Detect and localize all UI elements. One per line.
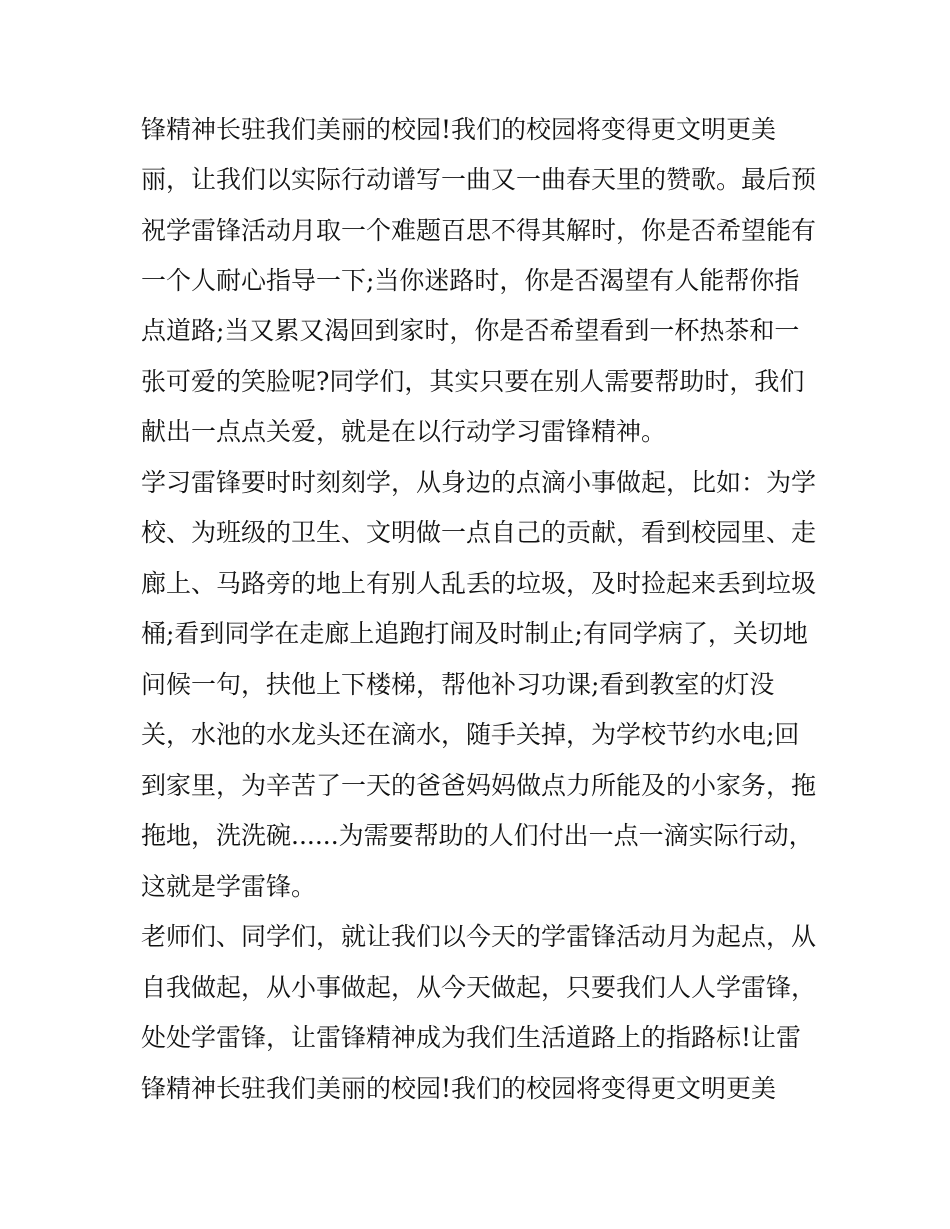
text-line-12: 问候一句，扶他上下楼梯，帮他补习功课;看到教室的灯没 bbox=[141, 670, 775, 699]
text-line-9: 校、为班级的卫生、文明做一点自己的贡献，看到校园里、走 bbox=[141, 518, 817, 547]
text-line-2: 丽，让我们以实际行动谱写一曲又一曲春天里的赞歌。最后预 bbox=[141, 165, 817, 194]
text-line-3: 祝学雷锋活动月取一个难题百思不得其解时，你是否希望能有 bbox=[141, 216, 817, 245]
text-line-15: 拖地，洗洗碗......为需要帮助的人们付出一点一滴实际行动， bbox=[141, 821, 814, 850]
text-line-17: 老师们、同学们，就让我们以今天的学雷锋活动月为起点，从 bbox=[141, 922, 817, 951]
text-line-10: 廊上、马路旁的地上有别人乱丢的垃圾，及时捡起来丢到垃圾 bbox=[141, 569, 817, 598]
text-line-1: 锋精神长驻我们美丽的校园!我们的校园将变得更文明更美 bbox=[141, 115, 777, 144]
text-line-5: 点道路;当又累又渴回到家时，你是否希望看到一杯热茶和一 bbox=[141, 316, 800, 345]
text-line-14: 到家里，为辛苦了一天的爸爸妈妈做点力所能及的小家务，拖 bbox=[141, 771, 817, 800]
text-line-8: 学习雷锋要时时刻刻学，从身边的点滴小事做起，比如：为学 bbox=[141, 468, 817, 497]
text-line-4: 一个人耐心指导一下;当你迷路时，你是否渴望有人能帮你指 bbox=[141, 266, 800, 295]
text-line-18: 自我做起，从小事做起，从今天做起，只要我们人人学雷锋， bbox=[141, 973, 817, 1002]
text-line-20: 锋精神长驻我们美丽的校园!我们的校园将变得更文明更美 bbox=[141, 1074, 777, 1103]
text-line-7: 献出一点点关爱，就是在以行动学习雷锋精神。 bbox=[141, 417, 667, 446]
text-line-19: 处处学雷锋，让雷锋精神成为我们生活道路上的指路标!让雷 bbox=[141, 1023, 802, 1052]
text-line-6: 张可爱的笑脸呢?同学们，其实只要在别人需要帮助时，我们 bbox=[141, 367, 805, 396]
text-line-16: 这就是学雷锋。 bbox=[141, 872, 317, 901]
text-line-13: 关，水池的水龙头还在滴水，随手关掉，为学校节约水电;回 bbox=[141, 720, 800, 749]
text-line-11: 桶;看到同学在走廊上追跑打闹及时制止;有同学病了，关切地 bbox=[141, 619, 808, 648]
